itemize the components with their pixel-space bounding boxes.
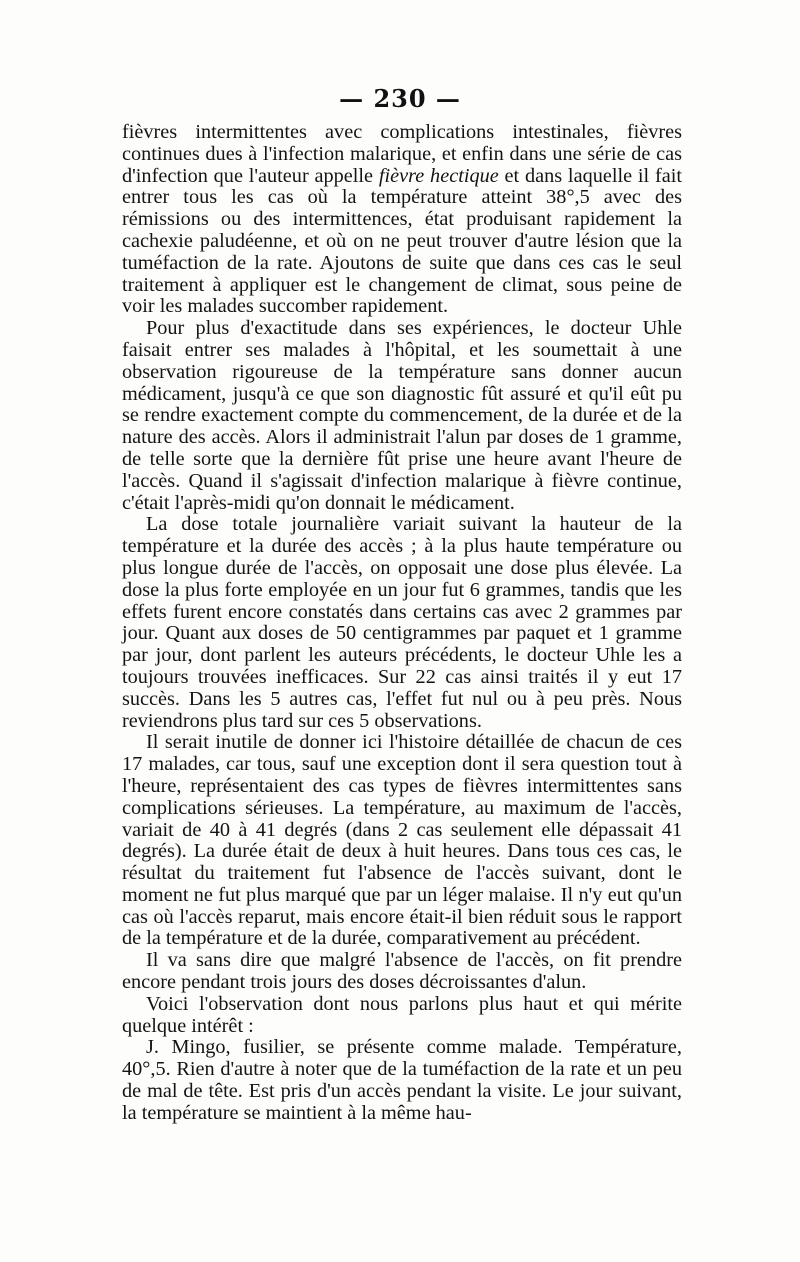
page-body [122, 122, 682, 1125]
paragraph-1-text-end: et dans laquelle il fait entrer tous les cas où la température atteint 38°,5 avec des rémissions ou des intermittences, état produisant rapidement la cachexie paludéenne, et où on ne peut trouver d'autre lésion que la tuméfaction de la rate. Ajoutons de suite que dans ces cas le seul traitement à appliquer est le changement de climat, sous peine de voir les malades succomber rapidement. [122, 164, 682, 318]
paragraph-7: J. Mingo, fusilier, se présente comme malade. Température, 40°,5. Rien d'autre à noter que de la tuméfaction de la rate et un peu de mal de tête. Est pris d'un accès pendant la visite. Le jour suivant, la température se maintient à la même hau- [122, 1036, 682, 1124]
paragraph-2: Pour plus d'exactitude dans ses expériences, le docteur Uhle faisait entrer ses malades à l'hôpital, et les soumettait à une observation rigoureuse de la température sans donner aucun médicament, jusqu'à ce que son diagnostic fût assuré et qu'il eût pu se rendre exactement compte du commencement, de la durée et de la nature des accès. Alors il administrait l'alun par doses de 1 gramme, de telle sorte que la dernière fût prise une heure avant l'heure de l'accès. Quand il s'agissait d'infection malarique à fièvre continue, c'était l'après-midi qu'on donnait le médicament. [122, 317, 682, 514]
paragraph-3: La dose totale journalière variait suivant la hauteur de la température et la durée des accès ; à la plus haute température ou plus longue durée de l'accès, on opposait une dose plus élevée. La dose la plus forte employée en un jour fut 6 grammes, tandis que les effets furent encore constatés dans certains cas avec 2 grammes par jour. Quant aux doses de 50 centigrammes par paquet et 1 gramme par jour, dont parlent les auteurs précédents, le docteur Uhle les a toujours trouvées inefficaces. Sur 22 cas ainsi traités il y eut 17 succès. Dans les 5 autres cas, l'effet fut nul ou à peu près. Nous reviendrons plus tard sur ces 5 observations. [122, 513, 682, 732]
paragraph-1-italic: fièvre hectique [378, 164, 499, 187]
paragraph-1-text: fièvres intermittentes avec complications intestinales, fièvres continues dues à l'infection malarique, et enfin dans une série de cas d'infection que l'auteur appelle [122, 121, 682, 187]
paragraph-1 [122, 122, 682, 318]
page-number: — 230 — [339, 84, 461, 113]
paragraph-4: Il serait inutile de donner ici l'histoire détaillée de chacun de ces 17 malades, car tous, sauf une exception dont il sera question tout à l'heure, représentaient des cas types de fièvres intermittentes sans complications sérieuses. La température, au maximum de l'accès, variait de 40 à 41 degrés (dans 2 cas seulement elle dépassait 41 degrés). La durée était de deux à huit heures. Dans tous ces cas, le résultat du traitement fut l'absence de l'accès suivant, dont le moment ne fut plus marqué que par un léger malaise. Il n'y eut qu'un cas où l'accès reparut, mais encore était-il bien réduit sous le rapport de la température et de la durée, comparativement au précédent. [122, 731, 682, 950]
paragraph-5: Il va sans dire que malgré l'absence de l'accès, on fit prendre encore pendant trois jours des doses décroissantes d'alun. [122, 949, 682, 994]
paragraph-6: Voici l'observation dont nous parlons plus haut et qui mérite quelque intérêt : [122, 992, 682, 1037]
